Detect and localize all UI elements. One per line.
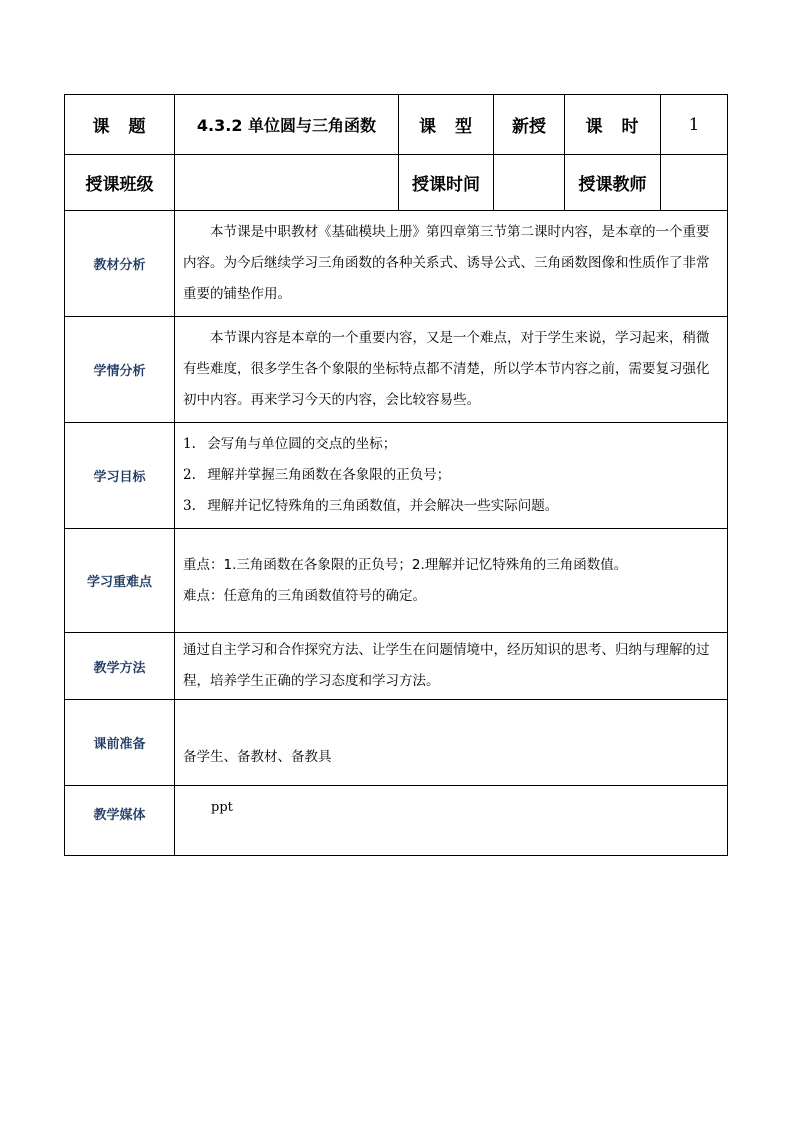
- lesson-plan-table: [64, 94, 728, 856]
- preparation-row: [65, 700, 728, 786]
- time-value: [494, 155, 565, 211]
- goal-item: [183, 460, 721, 491]
- key-points-row: [65, 529, 728, 633]
- learning-goals-row: [65, 423, 728, 529]
- learner-analysis-row: [65, 317, 728, 423]
- goal-text: 会写角与单位圆的交点的坐标；: [207, 436, 397, 452]
- course-label: 课 题: [65, 95, 175, 155]
- goal-item: [183, 429, 721, 460]
- learner-analysis-cell: [175, 317, 728, 423]
- course-title: 4.3.2 单位圆与三角函数: [175, 95, 399, 155]
- goal-number: 1.: [183, 436, 196, 452]
- learner-analysis-label: 学情分析: [65, 317, 175, 423]
- teacher-label: 授课教师: [565, 155, 661, 211]
- textbook-analysis-label: 教材分析: [65, 211, 175, 317]
- hours-label: 课 时: [565, 95, 661, 155]
- teaching-media-text: ppt: [211, 800, 233, 815]
- textbook-analysis-cell: [175, 211, 728, 317]
- preparation-label: 课前准备: [65, 700, 175, 786]
- key-points-label: 学习重难点: [65, 529, 175, 633]
- key-points-cell: [175, 529, 728, 633]
- goal-number: 2.: [183, 467, 196, 483]
- learner-analysis-text: 本节课内容是本章的一个重要内容，又是一个难点，对于学生来说，学习起来，稍微有些难度，很多学生各个象限的坐标特点都不清楚，所以学本节内容之前，需要复习强化初中内容。再来学习今天的内容，会比较容易些。: [183, 330, 710, 408]
- learning-goals-label: 学习目标: [65, 423, 175, 529]
- header-row-course: [65, 95, 728, 155]
- goal-text: 理解并掌握三角函数在各象限的正负号；: [207, 467, 451, 483]
- class-value: [175, 155, 399, 211]
- teaching-method-label: 教学方法: [65, 633, 175, 700]
- textbook-analysis-row: [65, 211, 728, 317]
- key-point-text: 重点：1.三角函数在各象限的正负号；2.理解并记忆特殊角的三角函数值。: [183, 556, 628, 573]
- teaching-media-row: [65, 786, 728, 856]
- teaching-method-cell: [175, 633, 728, 700]
- teaching-method-row: [65, 633, 728, 700]
- preparation-text: 备学生、备教材、备教具: [183, 749, 332, 765]
- preparation-cell: [175, 700, 728, 786]
- learning-goals-cell: [175, 423, 728, 529]
- teaching-media-label: 教学媒体: [65, 786, 175, 856]
- teaching-method-text: 通过自主学习和合作探究方法、让学生在问题情境中，经历知识的思考、归纳与理解的过程，培养学生正确的学习态度和学习方法。: [183, 642, 710, 689]
- teaching-media-cell: [175, 786, 728, 856]
- lesson-type-label: 课 型: [399, 95, 494, 155]
- goal-item: [183, 491, 721, 522]
- class-label: 授课班级: [65, 155, 175, 211]
- goal-text: 理解并记忆特殊角的三角函数值，并会解决一些实际问题。: [207, 498, 559, 514]
- textbook-analysis-text: 本节课是中职教材《基础模块上册》第四章第三节第二课时内容，是本章的一个重要内容。为今后继续学习三角函数的各种关系式、诱导公式、三角函数图像和性质作了非常重要的铺垫作用。: [183, 224, 710, 302]
- hours-value: 1: [661, 95, 728, 155]
- difficult-point-text: 难点：任意角的三角函数值符号的确定。: [183, 587, 426, 604]
- goal-number: 3.: [183, 498, 196, 514]
- teacher-value: [661, 155, 728, 211]
- time-label: 授课时间: [399, 155, 494, 211]
- lesson-type-value: 新授: [494, 95, 565, 155]
- header-row-class: [65, 155, 728, 211]
